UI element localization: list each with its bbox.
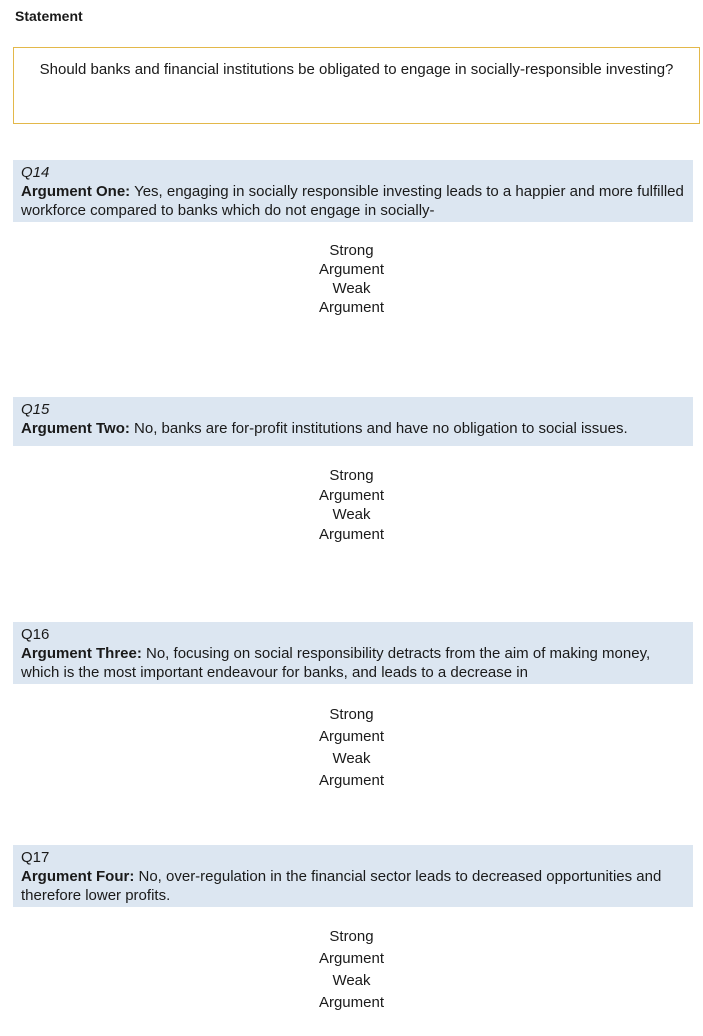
option-strong-argument[interactable]: Strong Argument xyxy=(318,706,385,745)
option-weak-argument[interactable]: Weak Argument xyxy=(318,972,385,1011)
statement-text: Should banks and financial institutions be obligated to engage in socially-responsible investing? xyxy=(39,61,674,78)
option-strong-argument[interactable]: Strong Argument xyxy=(318,242,385,278)
question-number: Q16 xyxy=(21,626,50,643)
argument-text xyxy=(21,182,685,220)
argument-text xyxy=(21,419,685,438)
question-block-q15 xyxy=(13,397,693,446)
argument-label: Argument Two: xyxy=(21,420,130,437)
argument-text xyxy=(21,867,685,905)
argument-body: No, over-regulation in the financial sector leads to decreased opportunities and therefore lower profits. xyxy=(21,868,662,904)
argument-text xyxy=(21,644,685,682)
argument-body: No, banks are for-profit institutions and have no obligation to social issues. xyxy=(129,420,628,437)
argument-body: Yes, engaging in socially responsible investing leads to a happier and more fulfilled workforce compared to banks which do not engage in socially- xyxy=(21,183,684,219)
option-strong-argument[interactable]: Strong Argument xyxy=(318,928,385,967)
answer-options-q15 xyxy=(0,466,703,544)
argument-body: No, focusing on social responsibility detracts from the aim of making money, which is the most important endeavour for banks, and leads to a decrease in xyxy=(21,645,651,681)
question-block-q17 xyxy=(13,845,693,907)
statement-box xyxy=(13,47,700,124)
option-weak-argument[interactable]: Weak Argument xyxy=(318,750,385,789)
question-block-q16 xyxy=(13,622,693,684)
question-number: Q14 xyxy=(21,164,50,181)
section-heading: Statement xyxy=(15,8,83,24)
argument-label: Argument Three: xyxy=(21,645,142,662)
answer-options-q17 xyxy=(0,926,703,1014)
question-number: Q15 xyxy=(21,401,50,418)
argument-label: Argument One: xyxy=(21,183,131,200)
option-weak-argument[interactable]: Weak Argument xyxy=(318,506,385,543)
question-block-q14 xyxy=(13,160,693,222)
answer-options-q14 xyxy=(0,241,703,317)
answer-options-q16 xyxy=(0,704,703,792)
option-weak-argument[interactable]: Weak Argument xyxy=(318,280,385,316)
argument-label: Argument Four: xyxy=(21,868,135,885)
option-strong-argument[interactable]: Strong Argument xyxy=(318,467,385,504)
question-number: Q17 xyxy=(21,849,50,866)
